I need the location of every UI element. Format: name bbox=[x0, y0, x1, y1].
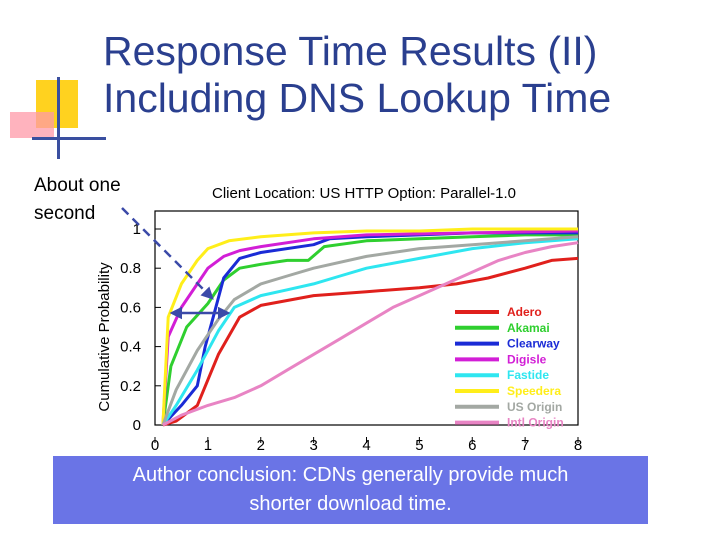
legend-label-intl-origin: Intl Origin bbox=[507, 415, 564, 430]
x-tick-label: 6 bbox=[468, 437, 477, 454]
legend-label-fastide: Fastide bbox=[507, 368, 550, 383]
legend-label-speedera: Speedera bbox=[507, 384, 562, 398]
y-tick-label: 0 bbox=[132, 417, 141, 434]
title-line-2: Including DNS Lookup Time bbox=[103, 75, 612, 121]
x-tick-label: 1 bbox=[203, 437, 213, 454]
annotation-arrow-diagonal bbox=[122, 208, 212, 298]
conclusion-line-2: shorter download time. bbox=[249, 493, 452, 515]
annotation-line-1: About one bbox=[34, 175, 121, 196]
y-tick-label: 1 bbox=[132, 221, 141, 238]
x-tick-label: 0 bbox=[150, 437, 160, 454]
title-line-1: Response Time Results (II) bbox=[103, 28, 598, 74]
x-tick-label: 5 bbox=[415, 437, 424, 454]
legend-label-akamai: Akamai bbox=[507, 320, 550, 335]
y-tick-label: 0.4 bbox=[120, 338, 141, 356]
legend-label-adero: Adero bbox=[507, 305, 542, 319]
legend-label-clearway: Clearway bbox=[507, 336, 560, 351]
x-tick-label: 3 bbox=[309, 437, 318, 454]
legend-label-us-origin: US Origin bbox=[507, 399, 563, 414]
chart-legend bbox=[455, 305, 564, 430]
x-tick-label: 8 bbox=[573, 437, 583, 454]
conclusion-line-1: Author conclusion: CDNs generally provide much bbox=[132, 464, 569, 486]
y-tick-label: 0.8 bbox=[120, 260, 141, 278]
legend-label-digisle: Digisle bbox=[507, 352, 547, 367]
y-tick-label: 0.6 bbox=[120, 299, 141, 317]
conclusion-banner bbox=[53, 456, 648, 524]
y-axis-label: Cumulative Probability bbox=[96, 262, 113, 412]
x-tick-label: 7 bbox=[520, 437, 530, 454]
x-tick-label: 4 bbox=[362, 437, 371, 454]
y-tick-label: 0.2 bbox=[120, 377, 141, 395]
annotation-line-2: second bbox=[34, 203, 96, 224]
chart-title: Client Location: US HTTP Option: Parallel-1.0 bbox=[211, 185, 517, 202]
x-tick-label: 2 bbox=[256, 437, 265, 454]
